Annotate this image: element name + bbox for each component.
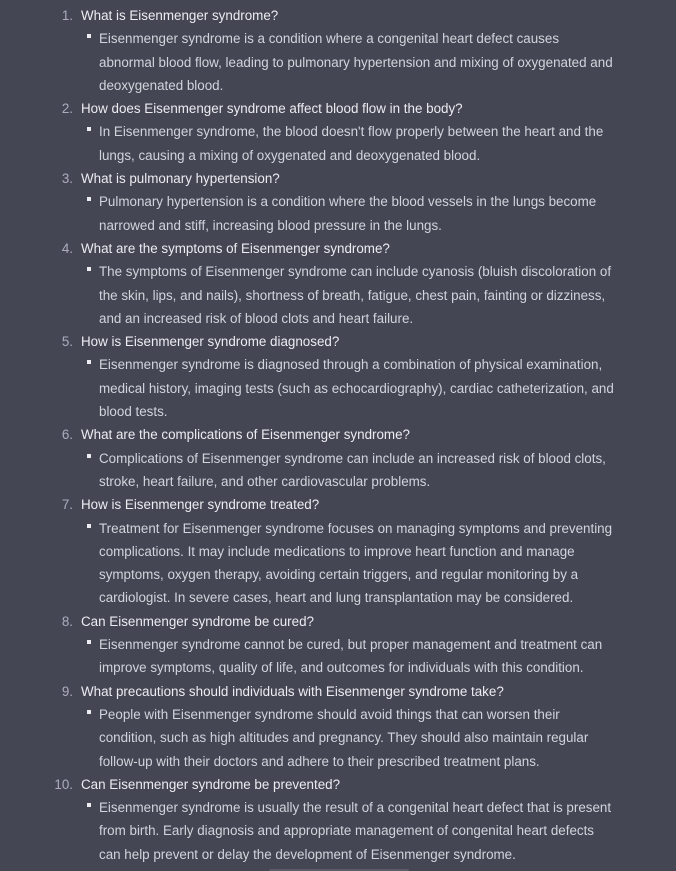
answer-text: Eisenmenger syndrome is a condition where a congenital heart defect causes abnormal blood flow, leading to pulmonary hypertension and mixing of oxygenated and deoxygenated blood. [99,31,613,93]
faq-item [0,610,676,680]
question-text: What are the complications of Eisenmenger syndrome? [81,427,410,443]
answer-text: People with Eisenmenger syndrome should avoid things that can worsen their condition, such as high altitudes and pregnancy. They should also maintain regular follow-up with their doctors and adhere to their prescribed treatment plans. [99,706,589,769]
answer-text: In Eisenmenger syndrome, the blood doesn't flow properly between the heart and the lungs, causing a mixing of oxygenated and deoxygenated blood. [99,124,604,163]
question-text: What precautions should individuals with Eisenmenger syndrome take? [81,683,504,699]
faq-item [0,237,676,330]
bullet-icon [87,454,91,458]
item-number: 9. [61,683,73,699]
answer-item [81,27,616,97]
answer-text: Treatment for Eisenmenger syndrome focuses on managing symptoms and preventing complications. It may include medications to improve heart function and manage symptoms, oxygen therapy, avoiding certain triggers, and regular monitoring by a cardiologist. In severe cases, heart and lung transplantation may be considered. [99,520,613,606]
answer-list [81,353,616,423]
answer-list [81,260,616,330]
faq-item [0,423,676,493]
bullet-icon [87,710,91,714]
answer-item [81,260,616,330]
faq-item [0,773,676,866]
answer-item [81,703,616,773]
faq-item [0,97,676,167]
bullet-icon [87,640,91,644]
question-text: What is pulmonary hypertension? [81,171,280,187]
faq-item [0,493,676,609]
chat-response [0,4,676,866]
answer-item [81,796,616,866]
question-text: Can Eisenmenger syndrome be cured? [81,613,314,629]
item-number: 2. [61,101,73,117]
answer-text: Complications of Eisenmenger syndrome can include an increased risk of blood clots, stroke, heart failure, and other cardiovascular problems. [99,450,606,489]
answer-text: Eisenmenger syndrome cannot be cured, but proper management and treatment can improve symptoms, quality of life, and outcomes for individuals with this condition. [99,637,603,676]
answer-list [81,517,616,610]
bullet-icon [87,524,91,528]
bullet-icon [87,127,91,131]
answer-list [81,796,616,866]
item-number: 1. [61,8,73,23]
faq-item [0,680,676,773]
question-text: How is Eisenmenger syndrome diagnosed? [81,334,340,350]
answer-list [81,120,616,167]
answer-item [81,517,616,610]
item-number: 10. [54,776,73,792]
answer-item [81,447,616,494]
answer-list [81,703,616,773]
answer-item [81,353,616,423]
bullet-icon [87,267,91,271]
bullet-icon [87,34,91,38]
bullet-icon [87,360,91,364]
answer-text: Eisenmenger syndrome is diagnosed through a combination of physical examination, medical history, imaging tests (such as echocardiography), cardiac catheterization, and blood tests. [99,357,614,420]
question-text: What is Eisenmenger syndrome? [81,8,279,23]
answer-item [81,120,616,167]
item-number: 3. [61,171,73,187]
question-text: What are the symptoms of Eisenmenger syndrome? [81,240,390,256]
question-text: Can Eisenmenger syndrome be prevented? [81,776,341,792]
item-number: 6. [61,427,73,443]
faq-item [0,167,676,237]
answer-list [81,447,616,494]
item-number: 7. [61,497,73,513]
item-number: 5. [61,334,73,350]
faq-item [0,330,676,423]
answer-list [81,190,616,237]
answer-item [81,633,616,680]
faq-item [0,4,676,97]
answer-list [81,27,616,97]
faq-list [0,4,676,866]
answer-text: Pulmonary hypertension is a condition where the blood vessels in the lungs become narrowed and stiff, increasing blood pressure in the lungs. [99,194,597,233]
answer-list [81,633,616,680]
answer-item [81,190,616,237]
bullet-icon [87,197,91,201]
bullet-icon [87,803,91,807]
answer-text: The symptoms of Eisenmenger syndrome can include cyanosis (bluish discoloration of the skin, lips, and nails), shortness of breath, fatigue, chest pain, fainting or dizziness, and an increased risk of blood clots and heart failure. [99,264,612,326]
answer-text: Eisenmenger syndrome is usually the result of a congenital heart defect that is present from birth. Early diagnosis and appropriate management of congenital heart defects can help prevent or delay the development of Eisenmenger syndrome. [99,800,612,862]
item-number: 8. [61,613,73,629]
question-text: How is Eisenmenger syndrome treated? [81,497,320,513]
question-text: How does Eisenmenger syndrome affect blood flow in the body? [81,101,463,117]
item-number: 4. [61,240,73,256]
